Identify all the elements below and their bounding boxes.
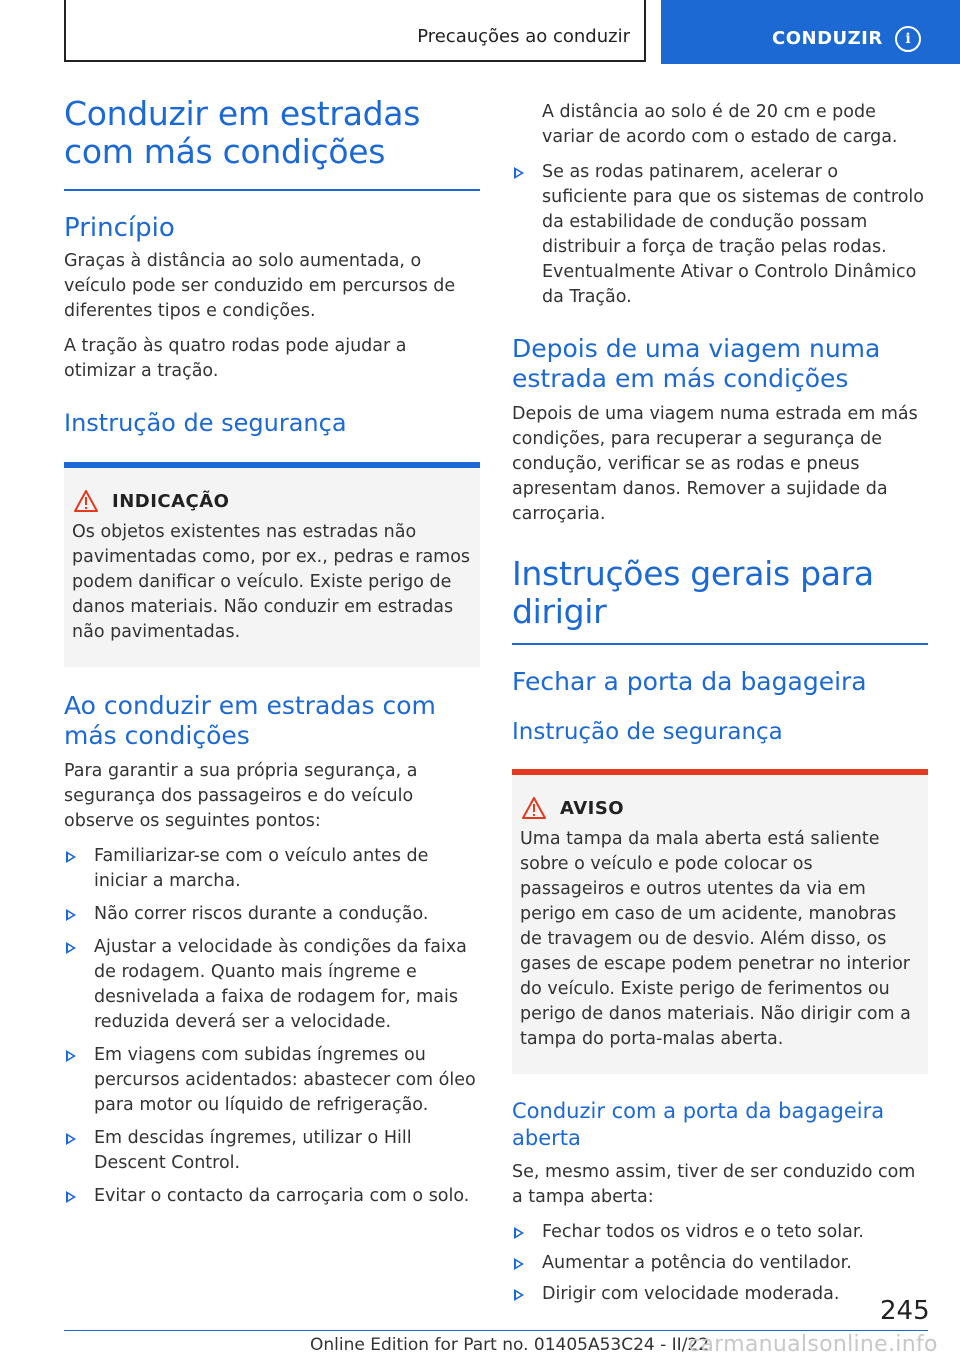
list-item: Não correr riscos durante a condução. <box>64 902 480 927</box>
warning-text: Uma tampa da mala aberta está saliente sobre o veículo e pode colocar os passageiros e outros utentes da via em perigo em caso de um acidente, manobras de travagem ou de desvio. Além disso, os gases de escape podem penetrar no interior do veículo. Existe perigo de ferimentos ou perigo de danos materiais. Não dirigir com a tampa do porta-malas aberta. <box>520 829 911 1049</box>
bullet-arrow-icon <box>66 1050 76 1062</box>
after-trip-heading: Depois de uma viagem numa estrada em más condições <box>512 334 881 393</box>
edition-text: Online Edition for Part no. 01405A53C24 - II/22 <box>310 1335 710 1355</box>
bad-roads-intro: Para garantir a sua própria segurança, a segurança dos passageiros e do veículo observe os seguintes pontos: <box>64 761 418 831</box>
chapter-title: CONDUZIR <box>772 28 883 49</box>
bullet-arrow-icon <box>66 942 76 954</box>
list-item: Aumentar a potência do ventilador. <box>512 1251 928 1276</box>
continued-paragraph: A distância ao solo é de 20 cm e pode variar de acordo com o estado de carga. <box>542 102 898 147</box>
notice-header <box>72 490 472 512</box>
notice-title: INDICAÇÃO <box>112 490 230 512</box>
principle-paragraph-2: A tração às quatro rodas pode ajudar a otimizar a tração. <box>64 336 407 381</box>
open-trunk-heading: Conduzir com a porta da bagageira aberta <box>512 1099 885 1150</box>
info-icon[interactable]: i <box>895 26 921 52</box>
safety-heading: Instrução de segurança <box>64 409 347 437</box>
bad-roads-list <box>64 844 480 1209</box>
bullet-arrow-icon <box>514 1289 524 1301</box>
list-item: Dirigir com velocidade moderada. <box>512 1282 928 1307</box>
bullet-arrow-icon <box>66 851 76 863</box>
section-title: Precauções ao conduzir <box>417 26 630 47</box>
page-number: 245 <box>880 1296 930 1326</box>
notice-text: Os objetos existentes nas estradas não pavimentadas como, por ex., pedras e ramos podem danificar o veículo. Existe perigo de danos materiais. Não conduzir em estradas não pavimentadas. <box>72 522 471 642</box>
bullet-arrow-icon <box>514 1258 524 1270</box>
list-item: Evitar o contacto da carroçaria com o solo. <box>64 1184 480 1209</box>
bullet-arrow-icon <box>66 1133 76 1145</box>
notice-box <box>64 462 480 667</box>
bullet-arrow-icon <box>66 1191 76 1203</box>
bad-roads-heading: Ao conduzir em estradas com más condições <box>64 691 436 750</box>
warning-triangle-icon <box>522 797 546 819</box>
trunk-heading: Fechar a porta da bagageira <box>512 667 867 696</box>
heading-rule <box>64 189 480 191</box>
after-trip-paragraph: Depois de uma viagem numa estrada em más condições, para recuperar a segurança de condução, verificar se as rodas e pneus apresentam danos. Remover a sujidade da carroçaria. <box>512 404 918 524</box>
footer-rule <box>64 1330 928 1331</box>
section-tab <box>64 0 646 62</box>
open-trunk-intro: Se, mesmo assim, tiver de ser conduzido com a tampa aberta: <box>512 1162 916 1207</box>
warning-box <box>512 769 928 1074</box>
list-item: Em viagens com subidas íngremes ou percursos acidentados: abastecer com óleo para motor ou líquido de refrigeração. <box>64 1043 480 1118</box>
principle-paragraph: Graças à distância ao solo aumentada, o veículo pode ser conduzido em percursos de diferentes tipos e condições. <box>64 251 456 321</box>
list-item: Fechar todos os vidros e o teto solar. <box>512 1220 928 1245</box>
list-item: Familiarizar-se com o veículo antes de iniciar a marcha. <box>64 844 480 894</box>
main-heading: Conduzir em estradas com más condições <box>64 94 421 171</box>
warning-title: AVISO <box>560 797 625 819</box>
bullet-arrow-icon <box>514 167 524 179</box>
warning-header <box>520 797 920 819</box>
chapter-tab[interactable] <box>661 0 960 64</box>
warning-triangle-icon <box>74 490 98 512</box>
principle-heading: Princípio <box>64 213 175 243</box>
open-trunk-list <box>512 1220 928 1307</box>
bullet-arrow-icon <box>66 909 76 921</box>
left-column <box>64 95 480 1209</box>
list-item: Ajustar a velocidade às condições da faixa de rodagem. Quanto mais íngreme e desnivelada a faixa de rodagem for, mais reduzida deverá ser a velocidade. <box>64 935 480 1035</box>
heading-rule <box>512 643 928 645</box>
safety-heading: Instrução de segurança <box>512 719 783 745</box>
right-column <box>512 100 928 1307</box>
page-header <box>64 0 960 64</box>
general-instructions-heading: Instruções gerais para dirigir <box>512 554 874 631</box>
list-item: Se as rodas patinarem, acelerar o suficiente para que os sistemas de controlo da estabilidade de condução possam distribuir a força de tração pelas rodas. Eventualmente Ativar o Controlo Dinâmico da Tração. <box>512 160 928 310</box>
list-item: Em descidas íngremes, utilizar o Hill Descent Control. <box>64 1126 480 1176</box>
bullet-arrow-icon <box>514 1227 524 1239</box>
continued-list <box>512 160 928 310</box>
watermark: carmanualsonline.info <box>688 1332 938 1357</box>
